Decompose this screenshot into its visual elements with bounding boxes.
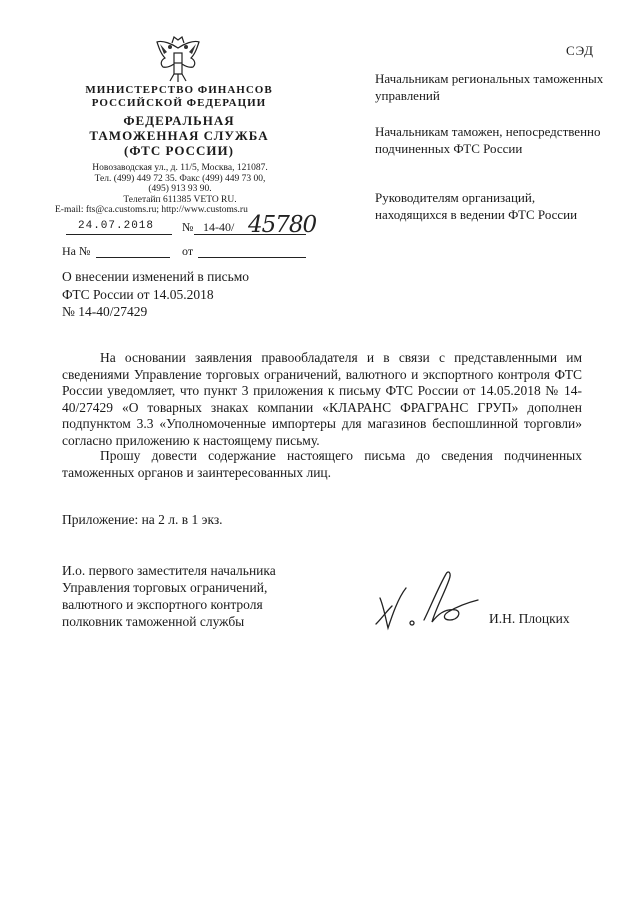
signatory-title bbox=[62, 562, 322, 630]
subject-line-3: № 14-40/27429 bbox=[62, 304, 148, 319]
subject-line-1: О внесении изменений в письмо bbox=[62, 269, 250, 284]
signer-name: И.Н. Плоцких bbox=[489, 611, 570, 626]
from-label: от bbox=[182, 244, 194, 258]
contact-address bbox=[55, 163, 305, 216]
subject-line-2: ФТС России от 14.05.2018 bbox=[62, 286, 214, 302]
signatory-line-1: И.о. первого заместителя начальника bbox=[62, 563, 276, 578]
body-paragraph-1: На основании заявления правообладателя и в связи с представленными им сведениями Управление торговых ограничений, валютного и экспортного контроля ФТС России уведомляет, что пункт 3 приложения к письму ФТС России от 14.05.2018 № 14-40/27429 «О товарных знаках компании «КЛАРАНС ФРАГРАНС ГРУП» дополнен подпунктом 3.3 «Уполномоченные импортеры для магазинов беспошлинной торговли» согласно приложению к настоящему письму. bbox=[62, 350, 582, 448]
address-line-1: Новозаводская ул., д. 11/5, Москва, 121087. bbox=[92, 163, 268, 173]
addressee-regional: Начальникам региональных таможенных управлений bbox=[375, 71, 604, 103]
on-number-label: На № bbox=[62, 244, 91, 258]
ministry-line-2: РОССИЙСКОЙ ФЕДЕРАЦИИ bbox=[91, 97, 267, 109]
date-underline bbox=[66, 234, 172, 235]
sed-stamp: СЭД bbox=[566, 43, 595, 58]
service-line-2: ТАМОЖЕННАЯ СЛУЖБА bbox=[89, 128, 269, 143]
subject bbox=[62, 268, 362, 321]
addressee-customs: Начальникам таможен, непосредственно подчиненных ФТС России bbox=[375, 124, 601, 156]
registration-number-prefix: 14-40/ bbox=[203, 220, 235, 234]
attachment-note: Приложение: на 2 л. в 1 экз. bbox=[62, 512, 223, 527]
body-paragraph-2: Прошу довести содержание настоящего письма до сведения подчиненных таможенных органов и заинтересованных лиц. bbox=[62, 448, 582, 480]
number-underline bbox=[194, 234, 306, 235]
address-line-4: Телетайп 611385 VETO RU. bbox=[123, 194, 237, 205]
signatory-line-4: полковник таможенной службы bbox=[62, 614, 245, 629]
addressee-organizations: Руководителям организаций, находящихся в ведении ФТС России bbox=[375, 190, 578, 222]
from-underline bbox=[198, 257, 306, 258]
on-number-underline bbox=[96, 257, 170, 258]
registration-line bbox=[58, 212, 318, 240]
ministry-name bbox=[60, 84, 298, 110]
handwritten-signature bbox=[372, 568, 482, 632]
signatory-line-2: Управления торговых ограничений, bbox=[62, 580, 268, 595]
registration-number-handwritten: 45780 bbox=[248, 212, 317, 238]
coat-of-arms-emblem bbox=[155, 34, 201, 84]
address-line-2: Тел. (499) 449 72 35. Факс (499) 449 73 00, bbox=[94, 173, 266, 184]
address-line-5: E-mail: fts@ca.customs.ru; http://www.customs.ru bbox=[55, 205, 248, 215]
signatory-line-3: валютного и экспортного контроля bbox=[62, 597, 263, 612]
service-name bbox=[60, 113, 298, 158]
service-line-3: (ФТС РОССИИ) bbox=[124, 143, 234, 158]
number-label: № bbox=[182, 220, 194, 234]
address-line-3: (495) 913 93 90. bbox=[148, 184, 212, 194]
registration-date: 24.07.2018 bbox=[78, 220, 155, 232]
ministry-line-1: МИНИСТЕРСТВО ФИНАНСОВ bbox=[85, 84, 273, 96]
reference-line bbox=[58, 244, 318, 260]
service-line-1: ФЕДЕРАЛЬНАЯ bbox=[123, 113, 235, 128]
